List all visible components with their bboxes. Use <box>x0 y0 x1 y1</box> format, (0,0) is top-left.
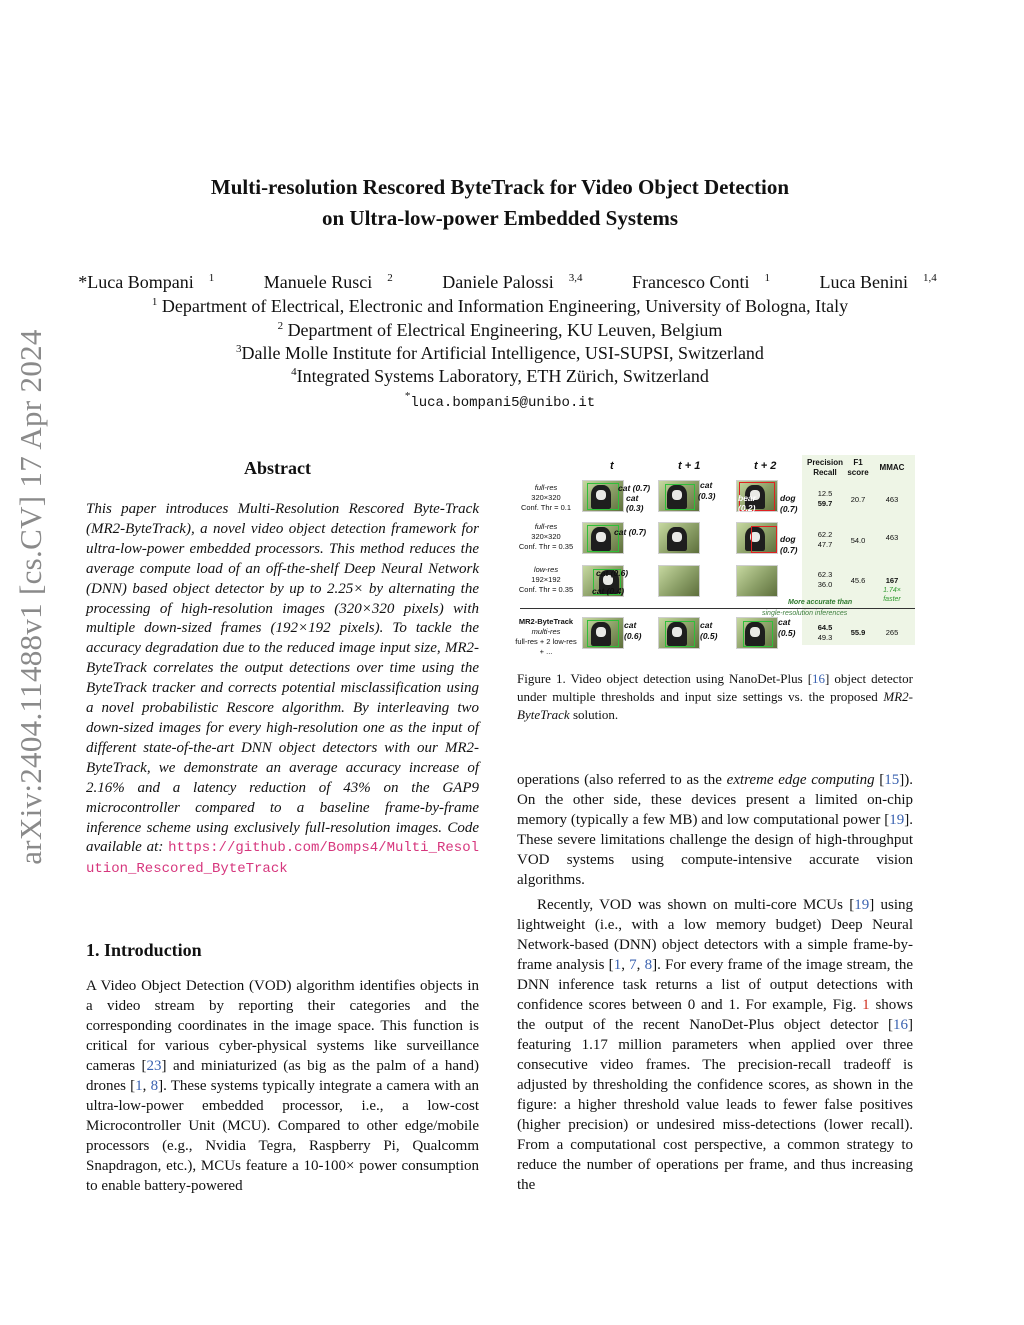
precision-recall-header: Precision Recall <box>806 458 843 477</box>
mmac-header: MMAC <box>879 463 905 472</box>
annotation: single-resolution inferences <box>762 610 848 617</box>
mmac-value: 265 <box>885 628 899 637</box>
citation-link[interactable]: 16 <box>812 671 826 686</box>
contact-email: *luca.bompani5@unibo.it <box>404 390 596 411</box>
citation-link[interactable]: 15 <box>884 772 900 788</box>
annotation: More accurate than <box>788 599 853 606</box>
mmac-value: 463 <box>885 533 899 542</box>
figure-caption: Figure 1. Video object detection using NanoDet-Plus [16] object detector under multiple thresholds and input size settings vs. the proposed MR2-ByteTrack solution. <box>517 671 913 722</box>
f1-value: 45.6 <box>850 576 866 585</box>
recall-value: 59.7 <box>817 499 833 508</box>
affiliation: $^3$Dalle Molle Institute for Artificial Intelligence, USI-SUPSI, Switzerland <box>236 343 764 363</box>
video-frame <box>736 565 778 597</box>
detection-label: dog <box>780 493 796 503</box>
detection-label: cat <box>778 617 791 627</box>
recall-value: 36.0 <box>817 580 833 589</box>
citation-link[interactable]: 1 <box>135 1078 143 1094</box>
divider <box>520 608 915 609</box>
video-frame <box>658 480 700 512</box>
citation-link[interactable]: 8 <box>644 957 653 973</box>
detection-label: cat (0.6) <box>596 568 629 578</box>
row-label: full-res 320×320 Conf. Thr = 0.35 <box>518 522 574 551</box>
row-label: MR2-ByteTrack multi-res full-res + 2 low-res + ... <box>515 617 577 656</box>
row-label: low-res 192×192 Conf. Thr = 0.35 <box>518 565 574 594</box>
video-frame <box>736 522 778 554</box>
citation-link[interactable]: 23 <box>146 1058 162 1074</box>
detection-label: cat <box>700 620 713 630</box>
citation-link[interactable]: 8 <box>150 1078 159 1094</box>
citation-link[interactable]: 1 <box>613 957 622 973</box>
column-header-t2: t + 2 <box>754 460 777 472</box>
abstract-body: This paper introduces Multi-Resolution Rescored Byte-Track (MR2-ByteTrack), a novel video object detection framework for ultra-low-power embedded processors. This method reduces the average compute load of an off-the-shelf Deep Neural Network (DNN) based object detector by up to 2.25× by alternating the processing of high-resolution images (320×320 pixels) with multiple down-sized frames (192×192 pixels). To tackle the accuracy degradation due to the reduced image input size, MR2-ByteTrack correlates the output detections over time using the ByteTrack tracker and corrects potential misclassification using a novel probabilistic Rescore algorithm. By interleaving two down-sized images for every high-resolution one as the input of different state-of-the-art DNN object detectors with our MR2-ByteTrack, we demonstrate an average accuracy increase of 2.16% and a latency reduction of 43% on the GAP9 microcontroller compared to a baseline frame-by-frame inference scheme using exclusively full-resolution images. Code available at: https://github.com/Bomps4/Multi_Resolution_Rescored_ByteTrack <box>86 501 479 878</box>
mmac-value: 463 <box>885 495 899 504</box>
precision-value: 64.5 <box>817 623 833 632</box>
intro-paragraph: A Video Object Detection (VOD) algorithm identifies objects in a video stream by reporting their categories and the corresponding coordinates in the image space. This function is critical for various cyber-physical systems like surveillance cameras [23] and miniaturized (as big as the palm of a hand) drones [1, 8]. These systems typically integrate a camera with an ultra-low-power embedded processor, i.e., a low-cost Microcontroller Unit (MCU). Compared to other edge/mobile processors (e.g., Nvidia Tegra, Raspberry Pi, Qualcomm Snapdragon, etc.), MCUs feature a 10-100× power consumption to enable battery-powered <box>86 978 479 1194</box>
detection-label: cat <box>624 620 637 630</box>
detection-label: (0.2) <box>738 503 756 513</box>
detection-label: cat (0.7) <box>618 483 651 493</box>
right-paragraph-1: operations (also referred to as the extreme edge computing [15]). On the other side, these devices present a limited on-chip memory (typically a few MB) and low computational power [19]. These severe limitations challenge the design of high-throughput VOD systems using compute-intensive accurate vision algorithms. <box>517 772 914 888</box>
detection-label: dog <box>780 534 796 544</box>
author: Daniele Palossi $^{3,4}$ <box>442 272 583 292</box>
detection-label: bear <box>738 493 756 503</box>
affiliation: $^4$Integrated Systems Laboratory, ETH Zürich, Switzerland <box>291 366 709 386</box>
abstract-heading: Abstract <box>244 458 311 478</box>
detection-label: (0.3) <box>698 491 716 501</box>
speedup-label: faster <box>883 596 901 603</box>
section-heading-introduction: 1. Introduction <box>86 940 202 960</box>
f1-value: 55.9 <box>850 628 866 637</box>
column-header-t1: t + 1 <box>678 460 701 472</box>
f1-value: 54.0 <box>850 536 866 545</box>
column-header-t: t <box>610 460 614 472</box>
detection-label: cat <box>626 493 639 503</box>
precision-value: 62.3 <box>817 570 833 579</box>
f1-value: 20.7 <box>850 495 866 504</box>
paper-title-line-2: on Ultra-low-power Embedded Systems <box>321 206 679 230</box>
precision-value: 62.2 <box>817 530 833 539</box>
figure-1 <box>510 455 915 656</box>
code-link[interactable]: https://github.com/Bomps4/Multi_Resolution_Rescored_ByteTrack <box>86 840 479 878</box>
author: Manuele Rusci $^2$ <box>263 272 393 292</box>
precision-value: 12.5 <box>817 489 833 498</box>
citation-link[interactable]: 19 <box>854 897 870 913</box>
author: *Luca Bompani $^1$ <box>78 272 215 292</box>
video-frame <box>658 617 700 649</box>
recall-value: 47.7 <box>817 540 833 549</box>
recall-value: 49.3 <box>817 633 833 642</box>
detection-label: (0.3) <box>626 503 644 513</box>
video-frame <box>582 617 624 649</box>
author: Francesco Conti $^1$ <box>631 272 770 292</box>
author: Luca Benini $^{1,4}$ <box>819 272 937 292</box>
row-label: full-res 320×320 Conf. Thr = 0.1 <box>520 483 572 512</box>
detection-label: cat <box>700 480 713 490</box>
detection-label: cat (0.4) <box>592 586 625 596</box>
paper-title-line-1: Multi-resolution Rescored ByteTrack for Video Object Detection <box>210 175 790 199</box>
detection-label: (0.7) <box>780 545 798 555</box>
video-frame <box>658 565 700 597</box>
video-frame <box>658 522 700 554</box>
affiliation: $^1$ Department of Electrical, Electronic and Information Engineering, University of Bologna, Italy <box>151 296 849 316</box>
affiliation: $^2$ Department of Electrical Engineering, KU Leuven, Belgium <box>277 320 723 340</box>
detection-label: (0.5) <box>778 628 796 638</box>
video-frame <box>736 617 778 649</box>
mmac-value: 167 <box>885 576 899 585</box>
right-paragraph-2: Recently, VOD was shown on multi-core MCUs [19] using lightweight (i.e., with a low memory budget) Deep Neural Network-based (DNN) object detectors with a simple frame-by-frame analysis [1, 7, 8]. For every frame of the image stream, the DNN inference task returns a list of output detections with confidence scores between 0 and 1. For example, Fig. 1 shows the output of the recent NanoDet-Plus object detector [16] featuring 1.17 million parameters when applied over three consecutive video frames. The precision-recall tradeoff is adjusted by thresholding the confidence scores, as shown in the figure: a higher threshold value leads to fewer false positives (higher precision) or undesired miss-detections (lower recall). From a computational cost perspective, a common strategy to reduce the number of operations per frame, and thus increasing the <box>517 897 914 1193</box>
detection-label: cat (0.7) <box>614 527 647 537</box>
detection-label: (0.7) <box>780 504 798 514</box>
citation-link[interactable]: 7 <box>629 957 637 973</box>
author-list <box>0 272 1000 293</box>
detection-label: (0.6) <box>624 631 642 641</box>
citation-link[interactable]: 19 <box>889 812 905 828</box>
figure-reference[interactable]: 1 <box>862 997 870 1013</box>
detection-label: (0.5) <box>700 631 718 641</box>
citation-link[interactable]: 16 <box>893 1017 908 1033</box>
arxiv-identifier: arXiv:2404.11488v1 [cs.CV] 17 Apr 2024 <box>13 329 48 865</box>
f1-header: F1 score <box>847 458 869 477</box>
speedup-value: 1.74× <box>883 587 901 594</box>
